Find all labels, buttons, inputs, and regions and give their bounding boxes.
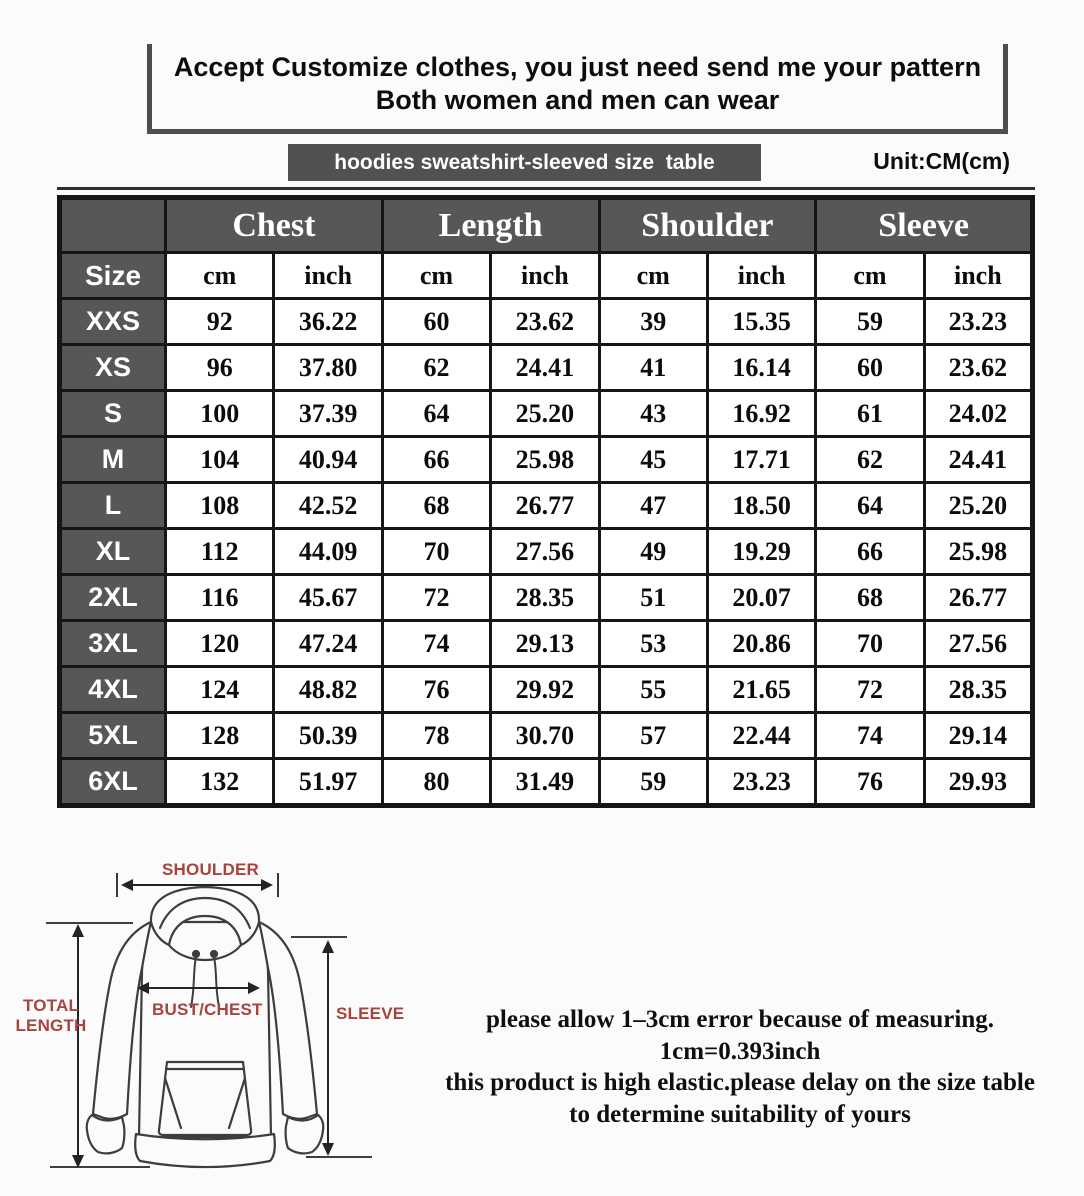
measurement-cell: 76 [382,667,490,713]
measurement-cell: 128 [166,713,274,759]
measurement-cell: 22.44 [707,713,815,759]
size-row [60,713,1033,759]
measurement-cell: 68 [816,575,924,621]
measurement-cell: 23.23 [707,759,815,806]
size-row [60,529,1033,575]
measurement-cell: 66 [382,437,490,483]
measurement-cell: 44.09 [274,529,382,575]
size-row [60,667,1033,713]
measurement-cell: 31.49 [491,759,599,806]
measurement-cell: 24.02 [924,391,1032,437]
measurement-cell: 62 [816,437,924,483]
measurement-cell: 68 [382,483,490,529]
measurement-cell: 55 [599,667,707,713]
unit-header: cm [816,253,924,299]
size-cell: XXS [60,299,166,345]
measurement-cell: 70 [816,621,924,667]
measurement-cell: 96 [166,345,274,391]
measurement-cell: 47.24 [274,621,382,667]
banner [147,44,1008,134]
hoodie-diagram [0,856,430,1196]
measurement-cell: 26.77 [491,483,599,529]
total-length-measure-label [12,996,90,1035]
unit-header: inch [707,253,815,299]
measurement-cell: 62 [382,345,490,391]
measurement-cell: 24.41 [491,345,599,391]
footnote-line-4: to determine suitability of yours [569,1100,911,1128]
measurement-cell: 47 [599,483,707,529]
unit-header: cm [599,253,707,299]
measurement-cell: 132 [166,759,274,806]
total-length-line-1: TOTAL [22,996,80,1015]
measurement-cell: 15.35 [707,299,815,345]
size-row [60,437,1033,483]
footnote-line-3: this product is high elastic.please delay on the size table [445,1069,1035,1096]
size-cell: 3XL [60,621,166,667]
measurement-cell: 120 [166,621,274,667]
measurement-cell: 23.62 [491,299,599,345]
group-header-length: Length [382,198,599,253]
unit-header: cm [166,253,274,299]
unit-header: cm [382,253,490,299]
measurement-cell: 74 [382,621,490,667]
corner-cell-size: Size [60,253,166,299]
measurement-cell: 100 [166,391,274,437]
measurement-cell: 29.13 [491,621,599,667]
measurement-cell: 104 [166,437,274,483]
measurement-cell: 51.97 [274,759,382,806]
measurement-cell: 27.56 [491,529,599,575]
measurement-cell: 21.65 [707,667,815,713]
measurement-cell: 19.29 [707,529,815,575]
size-row [60,391,1033,437]
unit-header: inch [491,253,599,299]
total-length-line-2: LENGTH [15,1015,87,1035]
bust-chest-measure-label: BUST/CHEST [152,1000,263,1019]
measurement-cell: 59 [599,759,707,806]
corner-cell-empty [60,198,166,253]
measurement-cell: 20.86 [707,621,815,667]
banner-line-1: Accept Customize clothes, you just need send me your pattern [173,52,982,82]
measurement-cell: 57 [599,713,707,759]
size-table-title-bar [288,144,761,181]
measurement-cell: 29.92 [491,667,599,713]
measurement-cell: 36.22 [274,299,382,345]
measurement-cell: 45.67 [274,575,382,621]
size-table [57,195,1035,808]
measurement-cell: 53 [599,621,707,667]
measurement-cell: 42.52 [274,483,382,529]
size-cell: 5XL [60,713,166,759]
measurement-cell: 74 [816,713,924,759]
measurement-cell: 51 [599,575,707,621]
measurement-cell: 24.41 [924,437,1032,483]
measurement-cell: 39 [599,299,707,345]
measurement-cell: 23.23 [924,299,1032,345]
measurement-cell: 37.80 [274,345,382,391]
measurement-cell: 45 [599,437,707,483]
measurement-cell: 17.71 [707,437,815,483]
measurement-cell: 64 [816,483,924,529]
measurement-cell: 70 [382,529,490,575]
size-table-title: hoodies sweatshirt-sleeved size table [334,150,715,174]
measurement-cell: 29.14 [924,713,1032,759]
size-cell: XL [60,529,166,575]
measurement-cell: 41 [599,345,707,391]
measurement-cell: 72 [382,575,490,621]
measurement-cell: 26.77 [924,575,1032,621]
measurement-cell: 20.07 [707,575,815,621]
measurement-cell: 16.14 [707,345,815,391]
size-row [60,621,1033,667]
measurement-cell: 92 [166,299,274,345]
unit-header: inch [924,253,1032,299]
measurement-cell: 66 [816,529,924,575]
measurement-cell: 116 [166,575,274,621]
size-cell: 2XL [60,575,166,621]
measurement-cell: 59 [816,299,924,345]
size-cell: 4XL [60,667,166,713]
measurement-cell: 25.20 [924,483,1032,529]
measurement-cell: 64 [382,391,490,437]
size-row [60,299,1033,345]
measurement-cell: 49 [599,529,707,575]
size-cell: S [60,391,166,437]
unit-header-row [60,253,1033,299]
measurement-cell: 61 [816,391,924,437]
measurement-cell: 72 [816,667,924,713]
measurement-cell: 76 [816,759,924,806]
measurement-cell: 25.98 [491,437,599,483]
measurement-cell: 16.92 [707,391,815,437]
measurement-cell: 30.70 [491,713,599,759]
measurement-cell: 108 [166,483,274,529]
size-cell: 6XL [60,759,166,806]
unit-header: inch [274,253,382,299]
footnote-line-1: please allow 1–3cm error because of measuring. [485,1006,995,1033]
shoulder-measure-label: SHOULDER [162,860,259,879]
measurement-cell: 80 [382,759,490,806]
size-row [60,345,1033,391]
measurement-cell: 28.35 [924,667,1032,713]
measurement-cell: 124 [166,667,274,713]
measurement-cell: 28.35 [491,575,599,621]
measurement-cell: 18.50 [707,483,815,529]
measurement-cell: 23.62 [924,345,1032,391]
measurement-cell: 112 [166,529,274,575]
footnote-line-2: 1cm=0.393inch [659,1037,821,1065]
measurement-cell: 37.39 [274,391,382,437]
measurement-cell: 78 [382,713,490,759]
size-row [60,759,1033,806]
group-header-shoulder: Shoulder [599,198,816,253]
measurement-cell: 25.98 [924,529,1032,575]
size-cell: L [60,483,166,529]
group-header-chest: Chest [166,198,383,253]
size-cell: M [60,437,166,483]
footnote [398,1004,1082,1130]
banner-line-2: Both women and men can wear [375,84,780,115]
measurement-cell: 27.56 [924,621,1032,667]
size-row [60,575,1033,621]
measurement-cell: 60 [816,345,924,391]
measurement-cell: 60 [382,299,490,345]
group-header-row [60,198,1033,253]
size-row [60,483,1033,529]
measurement-cell: 25.20 [491,391,599,437]
measurement-cell: 40.94 [274,437,382,483]
measurement-cell: 43 [599,391,707,437]
table-top-rule [57,187,1035,190]
measurement-cell: 50.39 [274,713,382,759]
sleeve-measure-label: SLEEVE [336,1004,405,1023]
unit-label: Unit:CM(cm) [873,148,1010,174]
group-header-sleeve: Sleeve [816,198,1033,253]
measurement-cell: 48.82 [274,667,382,713]
size-cell: XS [60,345,166,391]
measurement-cell: 29.93 [924,759,1032,806]
